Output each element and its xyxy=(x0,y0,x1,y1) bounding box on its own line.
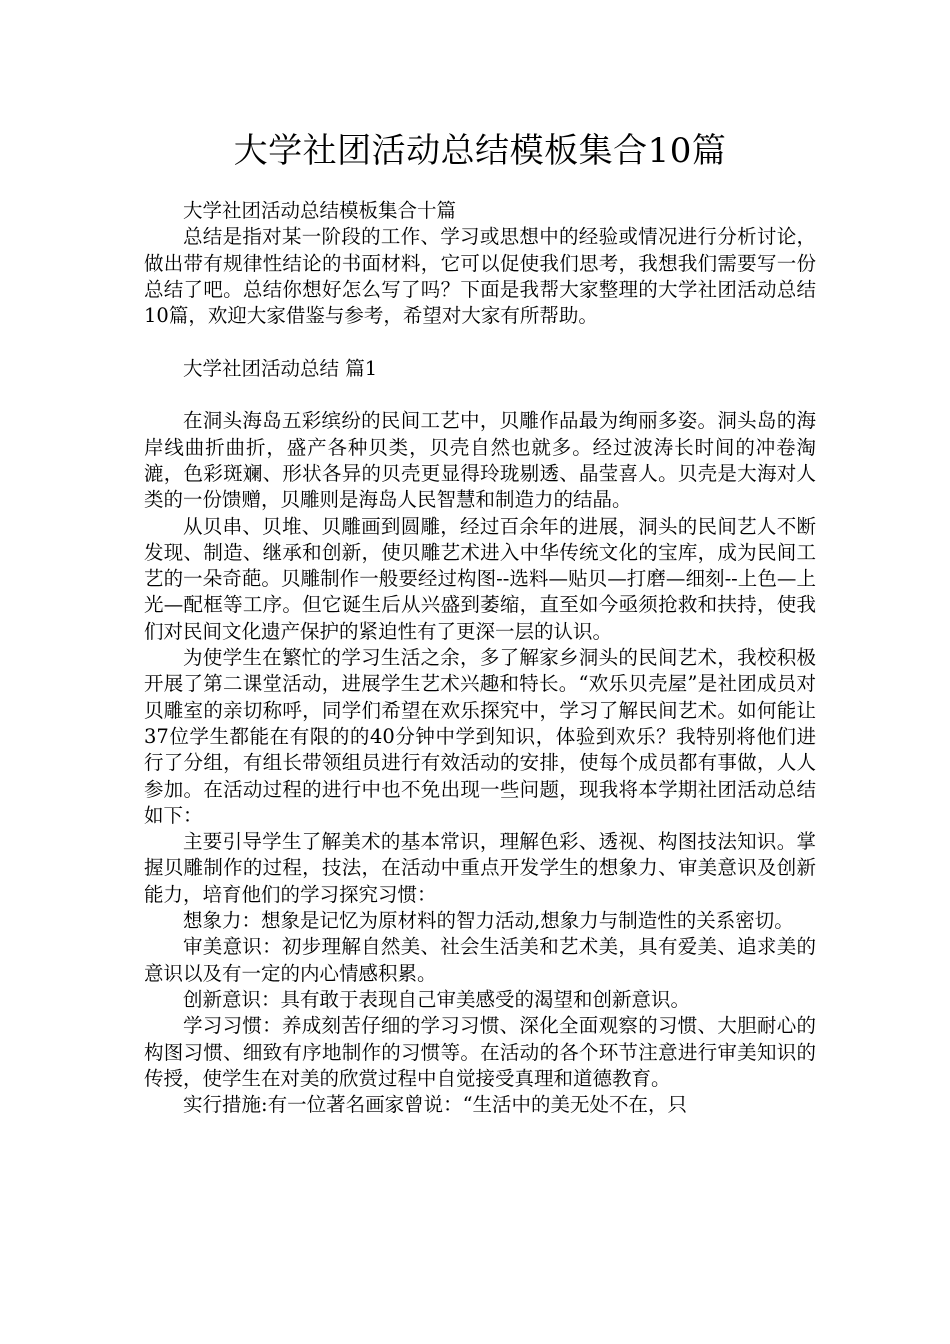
body-paragraph: 实行措施:有一位著名画家曾说：“生活中的美无处不在，只 xyxy=(183,1093,688,1117)
intro-paragraph: 总结是指对某一阶段的工作、学习或思想中的经验或情况进行分析讨论，做出带有规律性结论的书面材料，它可以促使我们思考，我想我们需要写一份总结了吧。总结你想好怎么写了吗？下面是我帮大家整理的大学社团活动总结10篇，欢迎大家借鉴与参考，希望对大家有所帮助。 xyxy=(144,225,816,328)
body-paragraph: 学习习惯：养成刻苦仔细的学习习惯、深化全面观察的习惯、大胆耐心的构图习惯、细致有序地制作的习惯等。在活动的各个环节注意进行审美知识的传授，使学生在对美的欣赏过程中自觉接受真理和道德教育。 xyxy=(144,1014,816,1090)
subtitle-paragraph: 大学社团活动总结模板集合十篇 xyxy=(183,199,457,222)
body-paragraph: 为使学生在繁忙的学习生活之余，多了解家乡洞头的民间艺术，我校积极开展了第二课堂活动，进展学生艺术兴趣和特长。“欢乐贝壳屋”是社团成员对贝雕室的亲切称呼，同学们希望在欢乐探究中，学习了解民间艺术。如何能让37位学生都能在有限的的40分钟中学到知识，体验到欢乐？我特别将他们进行了分组，有组长带领组员进行有效活动的安排，使每个成员都有事做，人人参加。在活动过程的进行中也不免出现一些问题，现我将本学期社团活动总结如下： xyxy=(144,646,816,827)
document-body xyxy=(144,198,816,1118)
document-title: 大学社团活动总结模板集合10篇 xyxy=(233,131,727,171)
body-paragraph: 从贝串、贝堆、贝雕画到圆雕，经过百余年的进展，洞头的民间艺人不断发现、制造、继承和创新，使贝雕艺术进入中华传统文化的宝库，成为民间工艺的一朵奇葩。贝雕制作一般要经过构图--选料—贴贝—打磨—细刻--上色—上光—配框等工序。但它诞生后从兴盛到萎缩，直至如今亟须抢救和扶持，使我们对民间文化遗产保护的紧迫性有了更深一层的认识。 xyxy=(144,514,816,643)
blank-line xyxy=(144,382,816,408)
body-paragraph: 主要引导学生了解美术的基本常识，理解色彩、透视、构图技法知识。掌握贝雕制作的过程，技法，在活动中重点开发学生的想象力、审美意识及创新能力，培育他们的学习探究习惯： xyxy=(144,830,816,906)
body-paragraph: 审美意识：初步理解自然美、社会生活美和艺术美，具有爱美、追求美的意识以及有一定的内心情感积累。 xyxy=(144,935,816,985)
section-heading: 大学社团活动总结 篇1 xyxy=(183,356,378,380)
body-paragraph: 在洞头海岛五彩缤纷的民间工艺中，贝雕作品最为绚丽多姿。洞头岛的海岸线曲折曲折，盛产各种贝类，贝壳自然也就多。经过波涛长时间的冲卷淘漉，色彩斑斓、形状各异的贝壳更显得玲珑剔透、晶莹喜人。贝壳是大海对人类的一份馈赠，贝雕则是海岛人民智慧和制造力的结晶。 xyxy=(144,409,816,512)
body-paragraph: 想象力：想象是记忆为原材料的智力活动,想象力与制造性的关系密切。 xyxy=(183,909,794,933)
blank-line xyxy=(144,329,816,355)
body-paragraph: 创新意识：具有敢于表现自己审美感受的渴望和创新意识。 xyxy=(183,987,691,1011)
